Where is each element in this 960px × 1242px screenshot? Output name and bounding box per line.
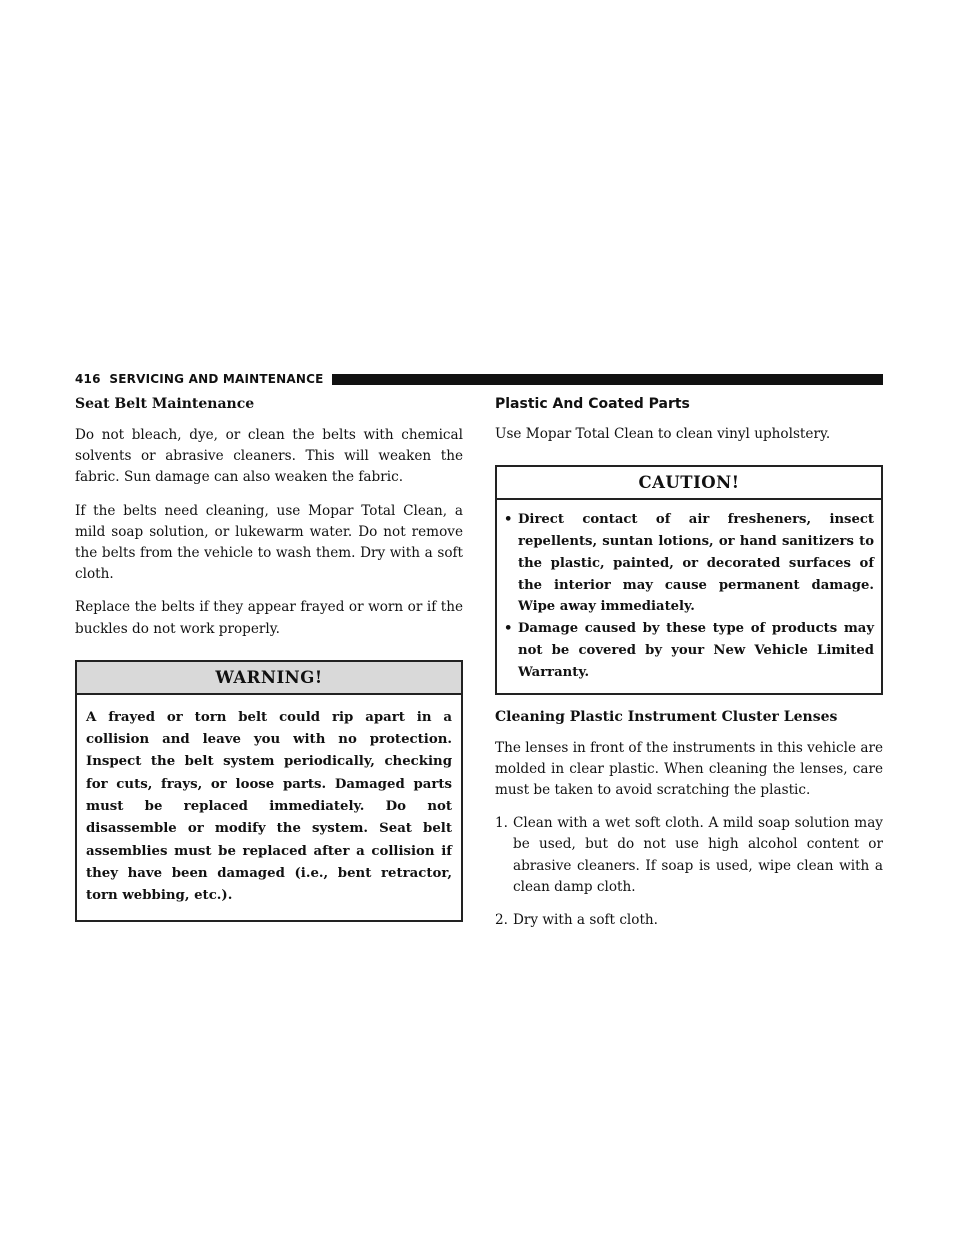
caution-bullet [504, 618, 874, 683]
page-header [75, 372, 883, 386]
caution-bullet [504, 509, 874, 618]
warning-title: WARNING! [77, 662, 461, 695]
paragraph: Replace the belts if they appear frayed or worn or if the buckles do not work properly. [75, 599, 463, 637]
lenses-paragraph: The lenses in front of the instruments in this vehicle are molded in clear plastic. When cleaning the lenses, care must be taken to avoid scratching the plastic. [495, 739, 883, 798]
lenses-heading: Cleaning Plastic Instrument Cluster Lenses [495, 708, 838, 725]
section-title: SERVICING AND MAINTENANCE [109, 372, 324, 386]
left-column [75, 394, 463, 934]
header-rule [332, 374, 883, 385]
caution-title: CAUTION! [497, 467, 881, 500]
caution-body [497, 500, 881, 692]
intro-paragraph: Use Mopar Total Clean to clean vinyl upholstery. [495, 426, 831, 442]
bullet-icon: • [504, 512, 513, 528]
page-number: 416 [75, 372, 101, 386]
list-item [495, 910, 883, 931]
caution-box [495, 465, 883, 694]
plastic-parts-heading: Plastic And Coated Parts [495, 396, 690, 412]
warning-box [75, 660, 463, 922]
list-text: Clean with a wet soft cloth. A mild soap solution may be used, but do not use high alcohol content or abrasive cleaners. If soap is used, wipe clean with a clean damp cloth. [513, 815, 883, 895]
list-number: 1. [495, 815, 508, 832]
list-item [495, 813, 883, 898]
list-text: Dry with a soft cloth. [513, 912, 659, 928]
paragraph: Do not bleach, dye, or clean the belts with chemical solvents or abrasive cleaners. This will weaken the fabric. Sun damage can also weaken the fabric. [75, 427, 463, 486]
seat-belt-heading: Seat Belt Maintenance [75, 396, 255, 412]
warning-text: A frayed or torn belt could rip apart in a collision and leave you with no protection. Inspect the belt system periodically, checking for cuts, frays, or loose parts. Damaged parts must be replaced immediately. Do not disassemble or modify the system. Seat belt assemblies must be replaced after a collision if they have been damaged (i.e., bent retractor, torn webbing, etc.). [86, 709, 452, 904]
paragraph: If the belts need cleaning, use Mopar Total Clean, a mild soap solution, or lukewarm water. Do not remove the belts from the vehicle to wash them. Dry with a soft cloth. [75, 502, 463, 583]
list-number: 2. [495, 912, 508, 928]
bullet-icon: • [504, 621, 513, 637]
caution-bullet-text: Direct contact of air fresheners, insect repellents, suntan lotions, or hand sanitizers to the plastic, painted, or decorated surfaces of the interior may cause permanent damage. Wipe away immediately. [518, 512, 874, 615]
page-number-and-section [75, 372, 324, 386]
right-column [495, 394, 883, 943]
caution-bullet-text: Damage caused by these type of products may not be covered by your New Vehicle Limited Warranty. [518, 621, 874, 680]
